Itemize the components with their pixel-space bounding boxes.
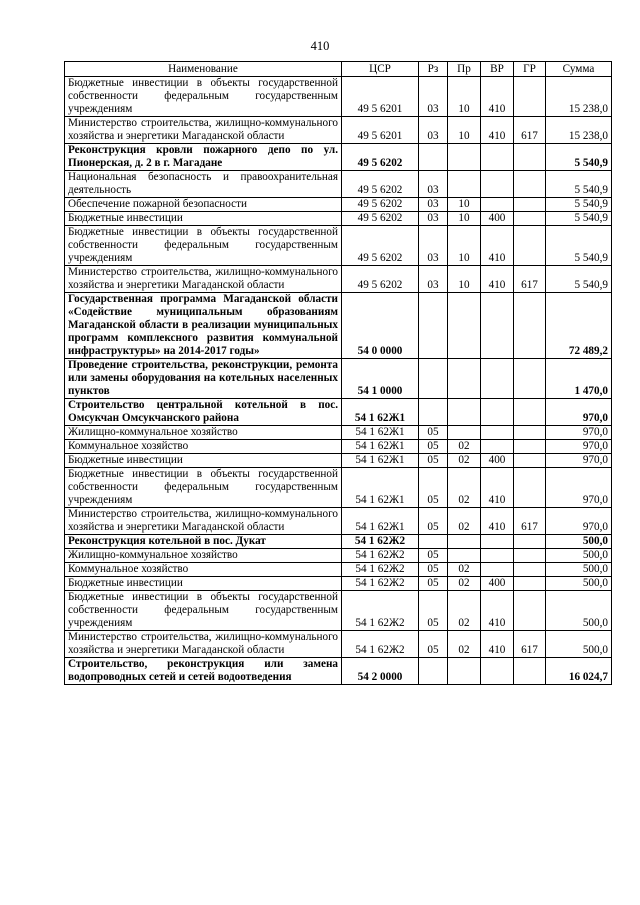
row-sum: 970,0 bbox=[546, 426, 612, 440]
row-vr: 410 bbox=[481, 77, 514, 117]
row-name: Бюджетные инвестиции bbox=[65, 454, 342, 468]
row-pr: 02 bbox=[448, 577, 481, 591]
table-body bbox=[65, 77, 612, 685]
header-name: Наименование bbox=[65, 62, 342, 77]
row-csr: 54 1 62Ж1 bbox=[342, 399, 419, 426]
table-row bbox=[65, 454, 612, 468]
row-name: Строительство, реконструкция или замена водопроводных сетей и сетей водоотведения bbox=[65, 658, 342, 685]
row-vr: 410 bbox=[481, 591, 514, 631]
row-rz: 03 bbox=[419, 117, 448, 144]
row-pr: 02 bbox=[448, 454, 481, 468]
row-vr bbox=[481, 171, 514, 198]
header-vr: ВР bbox=[481, 62, 514, 77]
row-sum: 1 470,0 bbox=[546, 359, 612, 399]
row-rz: 03 bbox=[419, 226, 448, 266]
row-vr: 410 bbox=[481, 117, 514, 144]
row-csr: 49 5 6202 bbox=[342, 144, 419, 171]
page-number: 410 bbox=[310, 39, 330, 53]
row-pr: 10 bbox=[448, 198, 481, 212]
row-name: Бюджетные инвестиции в объекты государственной собственности федеральным государственным учреждениям bbox=[65, 226, 342, 266]
row-gr bbox=[514, 563, 546, 577]
row-csr: 54 1 62Ж1 bbox=[342, 426, 419, 440]
row-rz: 05 bbox=[419, 549, 448, 563]
row-pr: 10 bbox=[448, 212, 481, 226]
row-gr bbox=[514, 658, 546, 685]
row-gr bbox=[514, 577, 546, 591]
table-row bbox=[65, 535, 612, 549]
row-gr: 617 bbox=[514, 266, 546, 293]
row-csr: 54 1 62Ж2 bbox=[342, 631, 419, 658]
row-csr: 49 5 6202 bbox=[342, 212, 419, 226]
row-rz bbox=[419, 399, 448, 426]
row-csr: 49 5 6202 bbox=[342, 226, 419, 266]
row-name: Министерство строительства, жилищно-коммунального хозяйства и энергетики Магаданской области bbox=[65, 508, 342, 535]
row-rz: 05 bbox=[419, 426, 448, 440]
row-rz: 05 bbox=[419, 440, 448, 454]
row-sum: 72 489,2 bbox=[546, 293, 612, 359]
row-csr: 54 1 0000 bbox=[342, 359, 419, 399]
table-row bbox=[65, 212, 612, 226]
row-csr: 54 1 62Ж1 bbox=[342, 468, 419, 508]
row-rz: 05 bbox=[419, 631, 448, 658]
row-vr bbox=[481, 549, 514, 563]
row-vr bbox=[481, 293, 514, 359]
row-sum: 970,0 bbox=[546, 468, 612, 508]
row-name: Жилищно-коммунальное хозяйство bbox=[65, 549, 342, 563]
row-vr: 410 bbox=[481, 226, 514, 266]
row-name: Министерство строительства, жилищно-коммунального хозяйства и энергетики Магаданской области bbox=[65, 631, 342, 658]
row-sum: 5 540,9 bbox=[546, 226, 612, 266]
table-row bbox=[65, 426, 612, 440]
row-pr bbox=[448, 293, 481, 359]
row-csr: 54 1 62Ж1 bbox=[342, 508, 419, 535]
row-csr: 54 0 0000 bbox=[342, 293, 419, 359]
row-pr: 10 bbox=[448, 226, 481, 266]
row-vr: 400 bbox=[481, 212, 514, 226]
row-vr bbox=[481, 658, 514, 685]
row-gr bbox=[514, 293, 546, 359]
row-rz: 03 bbox=[419, 198, 448, 212]
budget-table bbox=[64, 61, 612, 685]
row-gr bbox=[514, 144, 546, 171]
row-rz bbox=[419, 658, 448, 685]
row-csr: 54 1 62Ж2 bbox=[342, 577, 419, 591]
row-gr bbox=[514, 212, 546, 226]
row-sum: 5 540,9 bbox=[546, 198, 612, 212]
row-name: Министерство строительства, жилищно-коммунального хозяйства и энергетики Магаданской области bbox=[65, 117, 342, 144]
row-pr bbox=[448, 535, 481, 549]
row-name: Обеспечение пожарной безопасности bbox=[65, 198, 342, 212]
row-name: Строительство центральной котельной в пос. Омсукчан Омсукчанского района bbox=[65, 399, 342, 426]
row-gr bbox=[514, 454, 546, 468]
row-name: Бюджетные инвестиции в объекты государственной собственности федеральным государственным учреждениям bbox=[65, 591, 342, 631]
row-vr bbox=[481, 535, 514, 549]
table-row bbox=[65, 508, 612, 535]
table-row bbox=[65, 399, 612, 426]
row-sum: 500,0 bbox=[546, 563, 612, 577]
row-sum: 970,0 bbox=[546, 399, 612, 426]
row-sum: 5 540,9 bbox=[546, 171, 612, 198]
row-csr: 49 5 6201 bbox=[342, 77, 419, 117]
row-gr bbox=[514, 171, 546, 198]
row-gr bbox=[514, 399, 546, 426]
row-sum: 15 238,0 bbox=[546, 77, 612, 117]
row-rz: 05 bbox=[419, 508, 448, 535]
row-rz bbox=[419, 359, 448, 399]
row-rz bbox=[419, 293, 448, 359]
row-vr bbox=[481, 359, 514, 399]
row-rz: 05 bbox=[419, 577, 448, 591]
row-csr: 54 1 62Ж1 bbox=[342, 440, 419, 454]
row-pr: 10 bbox=[448, 266, 481, 293]
row-gr bbox=[514, 591, 546, 631]
row-csr: 54 2 0000 bbox=[342, 658, 419, 685]
row-gr bbox=[514, 77, 546, 117]
row-rz: 05 bbox=[419, 591, 448, 631]
row-pr: 10 bbox=[448, 117, 481, 144]
row-gr: 617 bbox=[514, 508, 546, 535]
row-rz: 05 bbox=[419, 454, 448, 468]
row-vr: 400 bbox=[481, 577, 514, 591]
row-pr bbox=[448, 426, 481, 440]
row-rz: 03 bbox=[419, 212, 448, 226]
row-gr bbox=[514, 359, 546, 399]
row-pr: 02 bbox=[448, 563, 481, 577]
row-pr bbox=[448, 171, 481, 198]
row-sum: 500,0 bbox=[546, 631, 612, 658]
row-vr: 410 bbox=[481, 266, 514, 293]
row-rz bbox=[419, 535, 448, 549]
row-name: Бюджетные инвестиции в объекты государственной собственности федеральным государственным учреждениям bbox=[65, 77, 342, 117]
row-sum: 16 024,7 bbox=[546, 658, 612, 685]
row-sum: 970,0 bbox=[546, 454, 612, 468]
row-name: Бюджетные инвестиции bbox=[65, 212, 342, 226]
row-pr: 02 bbox=[448, 440, 481, 454]
row-vr bbox=[481, 426, 514, 440]
row-pr bbox=[448, 399, 481, 426]
row-pr: 02 bbox=[448, 591, 481, 631]
row-sum: 970,0 bbox=[546, 440, 612, 454]
row-rz: 03 bbox=[419, 77, 448, 117]
row-name: Реконструкция котельной в пос. Дукат bbox=[65, 535, 342, 549]
row-csr: 54 1 62Ж2 bbox=[342, 591, 419, 631]
header-sum: Сумма bbox=[546, 62, 612, 77]
row-rz: 05 bbox=[419, 563, 448, 577]
row-rz bbox=[419, 144, 448, 171]
row-rz: 05 bbox=[419, 468, 448, 508]
row-rz: 03 bbox=[419, 171, 448, 198]
table-row bbox=[65, 591, 612, 631]
row-gr bbox=[514, 426, 546, 440]
table-row bbox=[65, 631, 612, 658]
row-vr bbox=[481, 144, 514, 171]
table-row bbox=[65, 440, 612, 454]
row-csr: 54 1 62Ж2 bbox=[342, 535, 419, 549]
row-pr bbox=[448, 359, 481, 399]
row-vr: 400 bbox=[481, 454, 514, 468]
table-row bbox=[65, 468, 612, 508]
row-csr: 49 5 6202 bbox=[342, 198, 419, 212]
table-row bbox=[65, 293, 612, 359]
row-sum: 15 238,0 bbox=[546, 117, 612, 144]
row-gr bbox=[514, 198, 546, 212]
header-rz: Рз bbox=[419, 62, 448, 77]
table-row bbox=[65, 117, 612, 144]
row-gr bbox=[514, 226, 546, 266]
row-gr bbox=[514, 468, 546, 508]
row-sum: 500,0 bbox=[546, 591, 612, 631]
row-name: Реконструкция кровли пожарного депо по ул. Пионерская, д. 2 в г. Магадане bbox=[65, 144, 342, 171]
table-row bbox=[65, 226, 612, 266]
table-row bbox=[65, 549, 612, 563]
row-vr: 410 bbox=[481, 468, 514, 508]
row-gr bbox=[514, 440, 546, 454]
row-pr: 02 bbox=[448, 631, 481, 658]
row-vr bbox=[481, 440, 514, 454]
row-name: Государственная программа Магаданской области «Содействие муниципальным образованиям Магаданской области в реализации муниципальных программ комплексного развития коммунальной инфраструктуры» на 2014-2017 годы» bbox=[65, 293, 342, 359]
row-csr: 49 5 6202 bbox=[342, 266, 419, 293]
row-name: Бюджетные инвестиции bbox=[65, 577, 342, 591]
row-gr: 617 bbox=[514, 117, 546, 144]
row-gr bbox=[514, 535, 546, 549]
row-sum: 970,0 bbox=[546, 508, 612, 535]
row-name: Проведение строительства, реконструкции, ремонта или замены оборудования на котельных населенных пунктов bbox=[65, 359, 342, 399]
row-pr bbox=[448, 549, 481, 563]
row-pr: 10 bbox=[448, 77, 481, 117]
table-row bbox=[65, 563, 612, 577]
table-row bbox=[65, 266, 612, 293]
row-rz: 03 bbox=[419, 266, 448, 293]
table-header-row bbox=[65, 62, 612, 77]
row-sum: 500,0 bbox=[546, 535, 612, 549]
row-pr: 02 bbox=[448, 508, 481, 535]
row-sum: 5 540,9 bbox=[546, 212, 612, 226]
row-sum: 5 540,9 bbox=[546, 144, 612, 171]
table-row bbox=[65, 77, 612, 117]
row-sum: 500,0 bbox=[546, 549, 612, 563]
row-name: Министерство строительства, жилищно-коммунального хозяйства и энергетики Магаданской области bbox=[65, 266, 342, 293]
row-name: Коммунальное хозяйство bbox=[65, 440, 342, 454]
row-name: Национальная безопасность и правоохранительная деятельность bbox=[65, 171, 342, 198]
row-vr bbox=[481, 399, 514, 426]
table-row bbox=[65, 144, 612, 171]
row-pr: 02 bbox=[448, 468, 481, 508]
row-name: Бюджетные инвестиции в объекты государственной собственности федеральным государственным учреждениям bbox=[65, 468, 342, 508]
table-row bbox=[65, 359, 612, 399]
row-name: Коммунальное хозяйство bbox=[65, 563, 342, 577]
row-vr: 410 bbox=[481, 631, 514, 658]
row-vr bbox=[481, 563, 514, 577]
header-gr: ГР bbox=[514, 62, 546, 77]
table-row bbox=[65, 171, 612, 198]
row-csr: 54 1 62Ж1 bbox=[342, 454, 419, 468]
row-gr: 617 bbox=[514, 631, 546, 658]
table-row bbox=[65, 198, 612, 212]
row-csr: 54 1 62Ж2 bbox=[342, 563, 419, 577]
row-csr: 49 5 6201 bbox=[342, 117, 419, 144]
row-pr bbox=[448, 658, 481, 685]
row-vr bbox=[481, 198, 514, 212]
row-csr: 49 5 6202 bbox=[342, 171, 419, 198]
row-sum: 500,0 bbox=[546, 577, 612, 591]
row-gr bbox=[514, 549, 546, 563]
header-csr: ЦСР bbox=[342, 62, 419, 77]
row-sum: 5 540,9 bbox=[546, 266, 612, 293]
header-pr: Пр bbox=[448, 62, 481, 77]
row-name: Жилищно-коммунальное хозяйство bbox=[65, 426, 342, 440]
row-vr: 410 bbox=[481, 508, 514, 535]
table-row bbox=[65, 658, 612, 685]
table-row bbox=[65, 577, 612, 591]
row-pr bbox=[448, 144, 481, 171]
row-csr: 54 1 62Ж2 bbox=[342, 549, 419, 563]
